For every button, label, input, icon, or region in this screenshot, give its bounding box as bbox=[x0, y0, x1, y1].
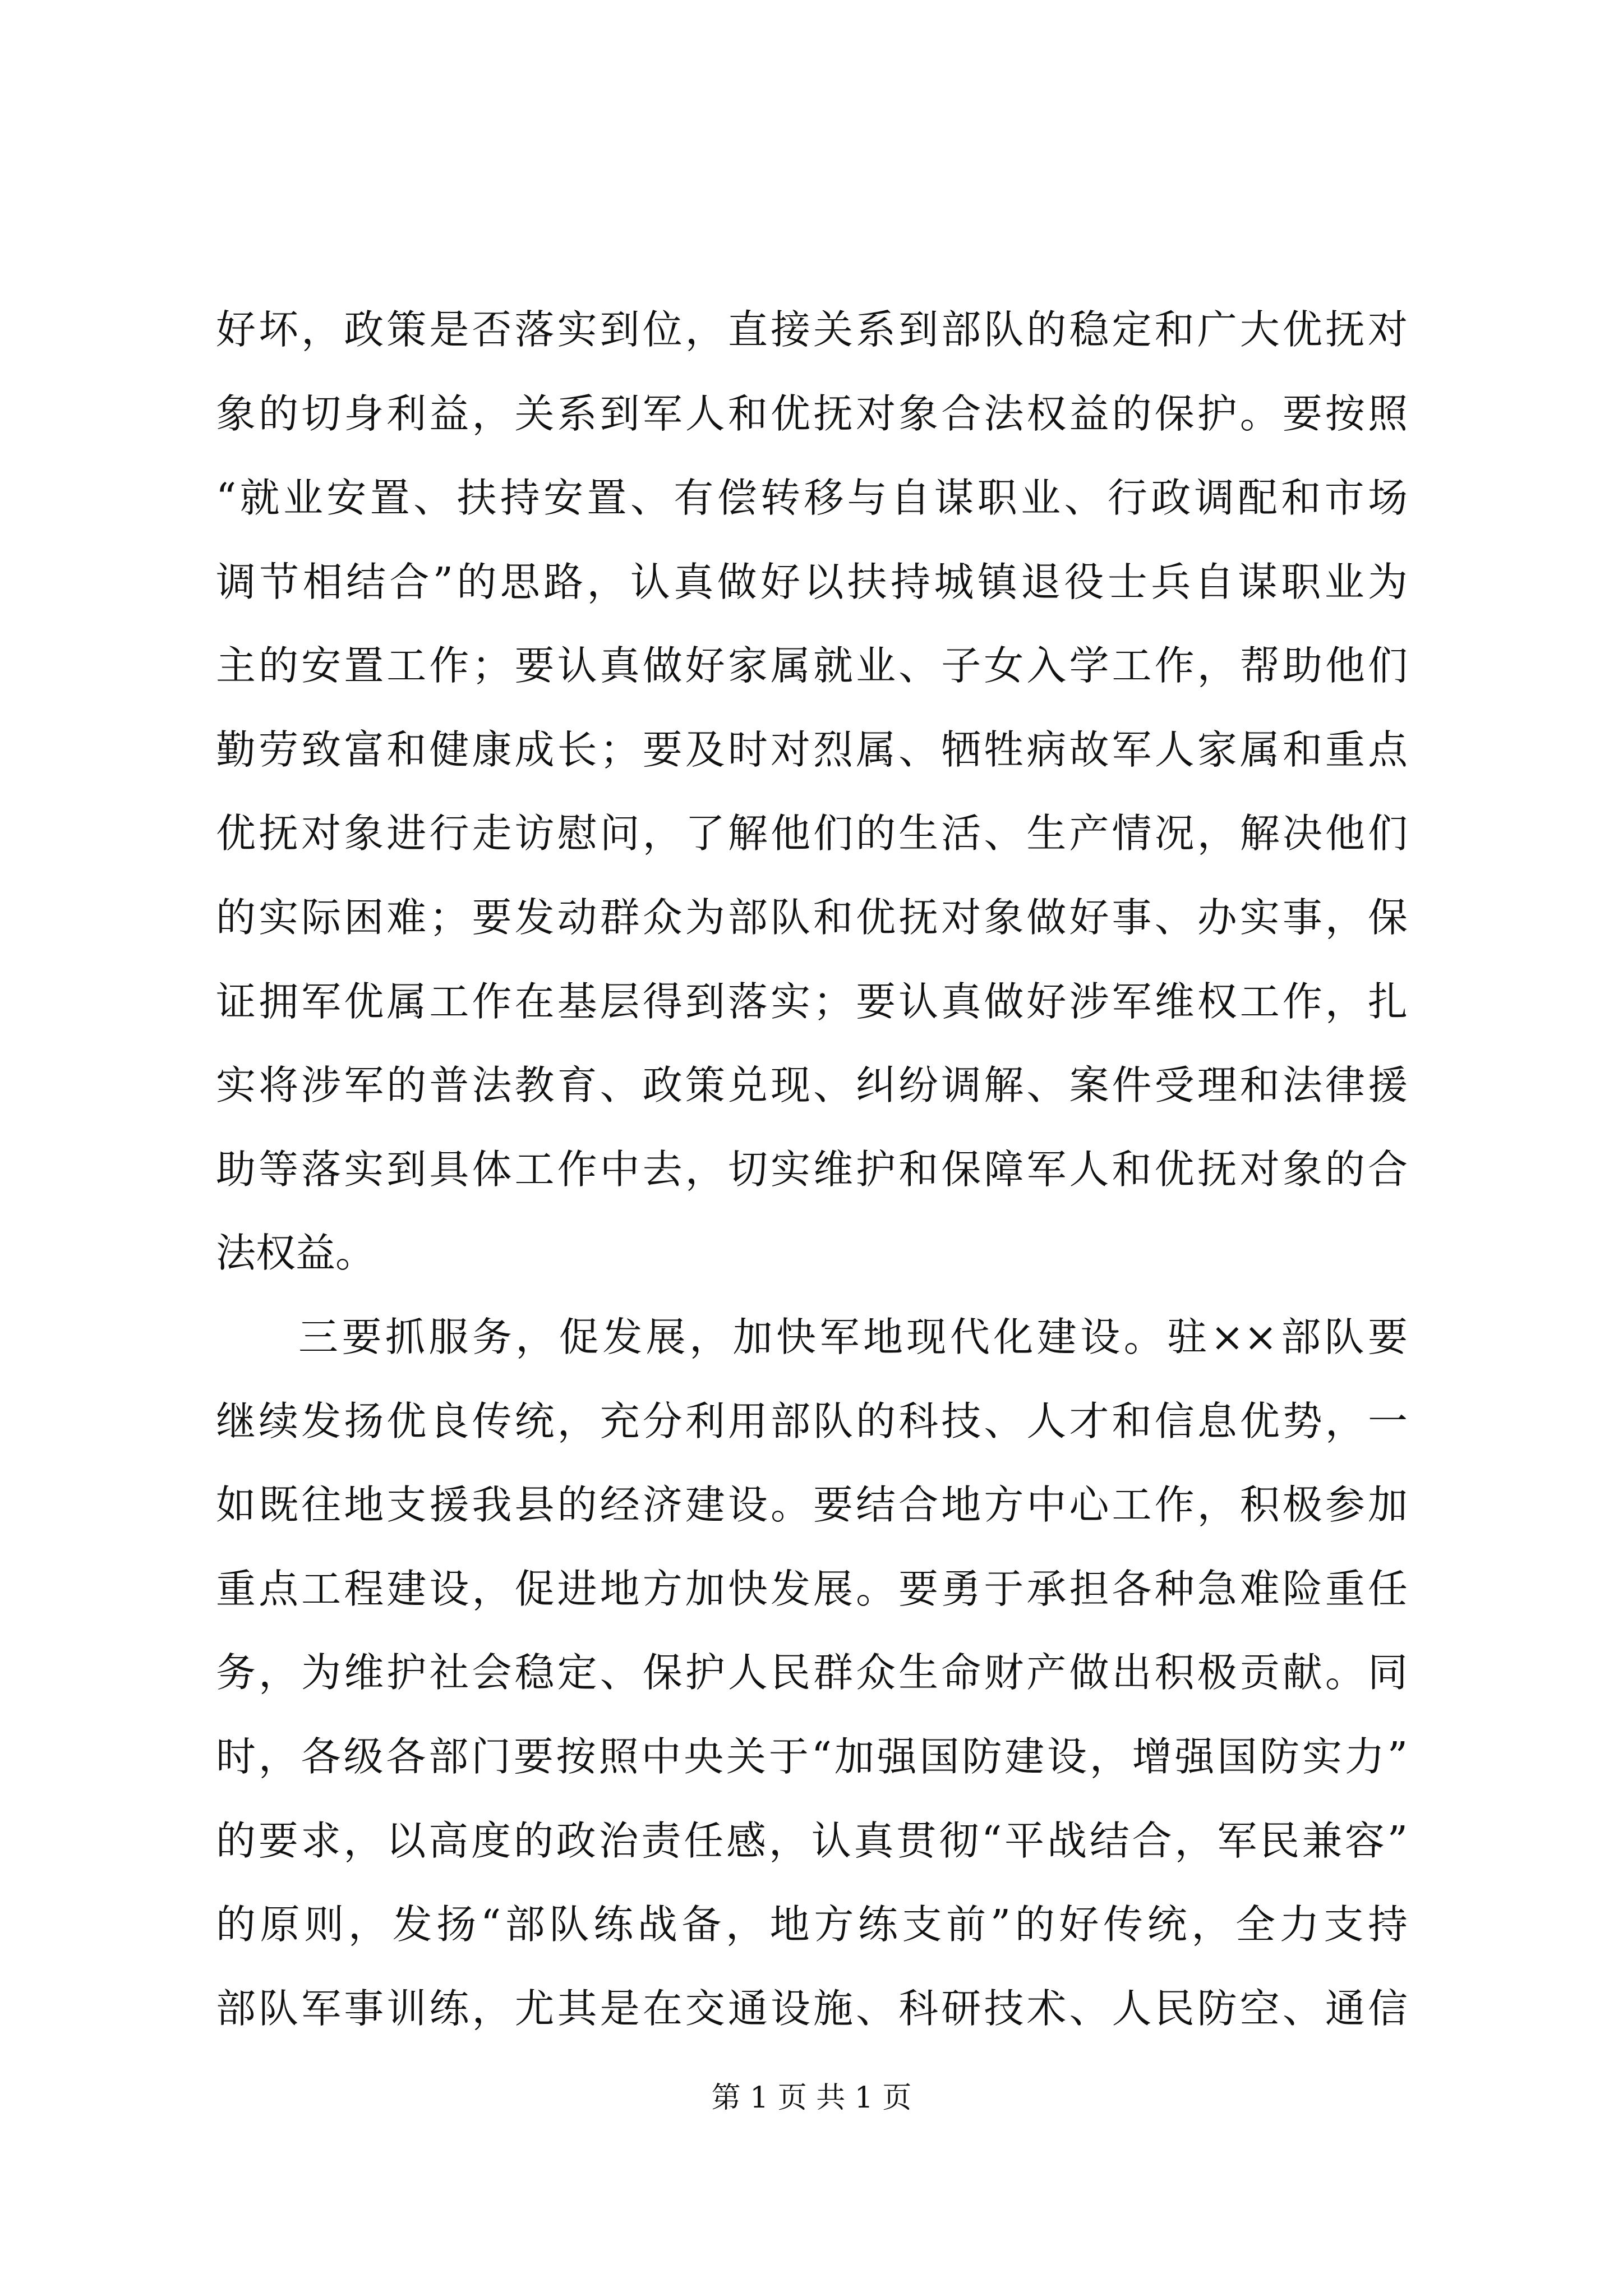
paragraph-2-line-7: 的要求，以高度的政治责任感，认真贯彻“平战结合，军民兼容” bbox=[216, 1818, 1408, 1864]
paragraph-2-line-9: 部队军事训练，尤其是在交通设施、科研技术、人民防空、通信 bbox=[216, 1985, 1408, 2032]
paragraph-1-line-6: 勤劳致富和健康成长；要及时对烈属、牺牲病故军人家属和重点 bbox=[216, 726, 1408, 773]
paragraph-1-line-12: 法权益。 bbox=[216, 1230, 376, 1276]
paragraph-2-line-4: 重点工程建设，促进地方加快发展。要勇于承担各种急难险重任 bbox=[216, 1566, 1408, 1612]
paragraph-1-line-7: 优抚对象进行走访慰问，了解他们的生活、生产情况，解决他们 bbox=[216, 810, 1408, 857]
paragraph-1-line-4: 调节相结合”的思路，认真做好以扶持城镇退役士兵自谋职业为 bbox=[216, 559, 1408, 605]
paragraph-1-line-10: 实将涉军的普法教育、政策兑现、纠纷调解、案件受理和法律援 bbox=[216, 1062, 1408, 1108]
paragraph-1-line-8: 的实际困难；要发动群众为部队和优抚对象做好事、办实事，保 bbox=[216, 894, 1408, 941]
paragraph-2-line-3: 如既往地支援我县的经济建设。要结合地方中心工作，积极参加 bbox=[216, 1481, 1408, 1528]
paragraph-1-line-1: 好坏，政策是否落实到位，直接关系到部队的稳定和广大优抚对 bbox=[216, 306, 1408, 353]
paragraph-2-line-6: 时，各级各部门要按照中央关于“加强国防建设，增强国防实力” bbox=[216, 1733, 1408, 1780]
paragraph-1-line-2: 象的切身利益，关系到军人和优抚对象合法权益的保护。要按照 bbox=[216, 390, 1408, 437]
paragraph-1-line-3: “就业安置、扶持安置、有偿转移与自谋职业、行政调配和市场 bbox=[216, 475, 1408, 521]
paragraph-2-line-8: 的原则，发扬“部队练战备，地方练支前”的好传统，全力支持 bbox=[216, 1901, 1408, 1948]
page-number-footer: 第 1 页 共 1 页 bbox=[711, 2081, 912, 2115]
paragraph-1-line-9: 证拥军优属工作在基层得到落实；要认真做好涉军维权工作，扎 bbox=[216, 978, 1408, 1025]
paragraph-1-line-5: 主的安置工作；要认真做好家属就业、子女入学工作，帮助他们 bbox=[216, 642, 1408, 689]
paragraph-1-line-11: 助等落实到具体工作中去，切实维护和保障军人和优抚对象的合 bbox=[216, 1146, 1408, 1193]
paragraph-2-line-1: 三要抓服务，促发展，加快军地现代化建设。驻××部队要 bbox=[298, 1314, 1408, 1360]
paragraph-2-line-5: 务，为维护社会稳定、保护人民群众生命财产做出积极贡献。同 bbox=[216, 1649, 1408, 1696]
paragraph-2-line-2: 继续发扬优良传统，充分利用部队的科技、人才和信息优势，一 bbox=[216, 1398, 1408, 1444]
